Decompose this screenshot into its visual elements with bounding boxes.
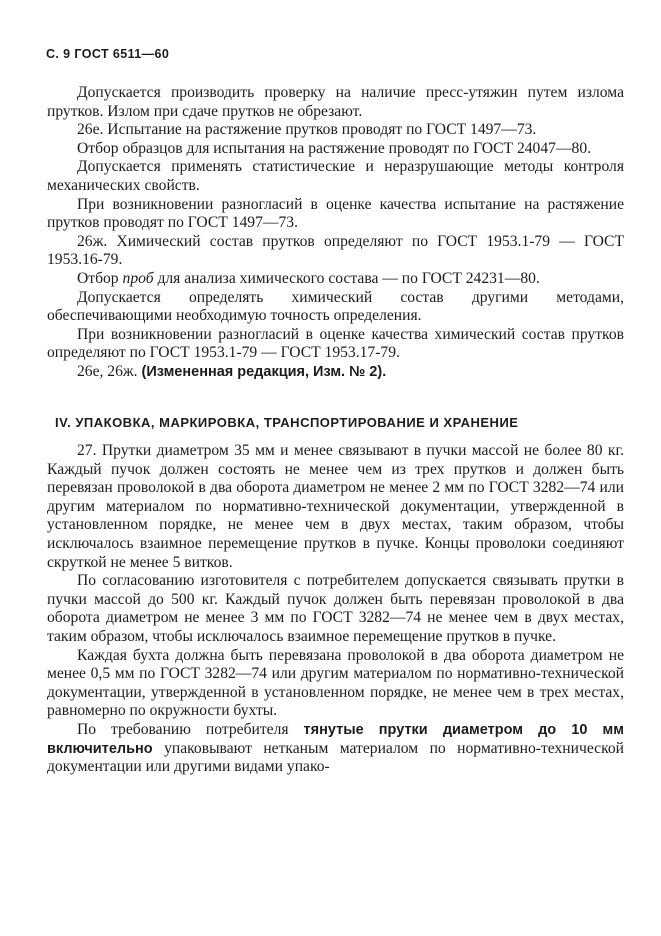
paragraph-other-methods: Допускается определять химический состав другими методами, обеспечивающими необходимую точность определения. [47, 288, 624, 325]
request-bold: тянутые прутки диаметром до 10 мм включительно [47, 722, 624, 757]
amendment-note [47, 363, 624, 382]
paragraph-customer-request [47, 721, 624, 777]
paragraph-dispute-chemical: При возникновении разногласий в оценке качества химический состав прутков определяют по ГОСТ 1953.1-79 — ГОСТ 1953.17-79. [47, 325, 624, 362]
document-body [47, 84, 624, 777]
paragraph-27-bundles: 27. Прутки диаметром 35 мм и менее связывают в пучки массой не более 80 кг. Каждый пучок должен состоять не менее чем из трех прутков и должен быть перевязан проволокой в два оборота диаметром не менее 2 мм по ГОСТ 3282—74 или другим материалом по нормативно-технической документации, утвержденной в установленном порядке, не менее чем в двух местах, таким образом, чтобы исключалось взаимное перемещение прутков в пучке. Концы проволоки соединяют скруткой не менее 5 витков. [47, 442, 624, 571]
paragraph-statistical-methods: Допускается применять статистические и неразрушающие методы контроля механических свойств. [47, 158, 624, 194]
paragraph-26e-tensile: 26е. Испытание на растяжение прутков проводят по ГОСТ 1497—73. [77, 121, 537, 139]
amendment-bold: (Измененная редакция, Изм. № 2). [141, 363, 387, 380]
paragraph-dispute-tensile: При возникновении разногласий в оценке качества испытание на растяжение прутков проводят по ГОСТ 1497—73. [47, 195, 624, 232]
sampling-italic: проб [122, 269, 154, 287]
sampling-rest: для анализа химического состава — по ГОСТ 24231—80. [153, 269, 540, 287]
section-title: IV. УПАКОВКА, МАРКИРОВКА, ТРАНСПОРТИРОВАНИЕ И ХРАНЕНИЕ [55, 414, 519, 430]
paragraph-26zh-chemical: 26ж. Химический состав прутков определяют по ГОСТ 1953.1-79 — ГОСТ 1953.16-79. [47, 232, 624, 269]
running-head: С. 9 ГОСТ 6511—60 [46, 47, 170, 61]
request-rest: упаковывают нетканым материалом по нормативно-технической документации или другими видами упако- [47, 739, 624, 776]
paragraph-sampling-tensile: Отбор образцов для испытания на растяжение проводят по ГОСТ 24047—80. [77, 139, 592, 157]
section-spacer [47, 382, 624, 414]
paragraph-coil-binding: Каждая бухта должна быть перевязана проволокой в два оборота диаметром не менее 0,5 мм по ГОСТ 3282—74 или другим материалом по нормативно-технической документации, утвержденной в установленном порядке, не менее чем в трех местах, равномерно по окружности бухты. [47, 646, 624, 720]
request-lead: По требованию потребителя [77, 721, 304, 738]
paragraph-sampling-chemical [47, 270, 624, 289]
paragraph-agreement-bundles: По согласованию изготовителя с потребителем допускается связывать прутки в пучки массой до 500 кг. Каждый пучок должен быть перевязан проволокой в два оборота диаметром не менее 3 мм по ГОСТ 3282—74 не менее чем в двух местах, таким образом, чтобы исключалось взаимное перемещение прутков в пучке. [47, 572, 624, 646]
amendment-lead: 26е, 26ж. [77, 362, 142, 380]
sampling-lead: Отбор [77, 269, 119, 287]
paragraph-press-check: Допускается производить проверку на наличие пресс-утяжин путем излома прутков. Излом при сдаче прутков не обрезают. [47, 84, 624, 120]
